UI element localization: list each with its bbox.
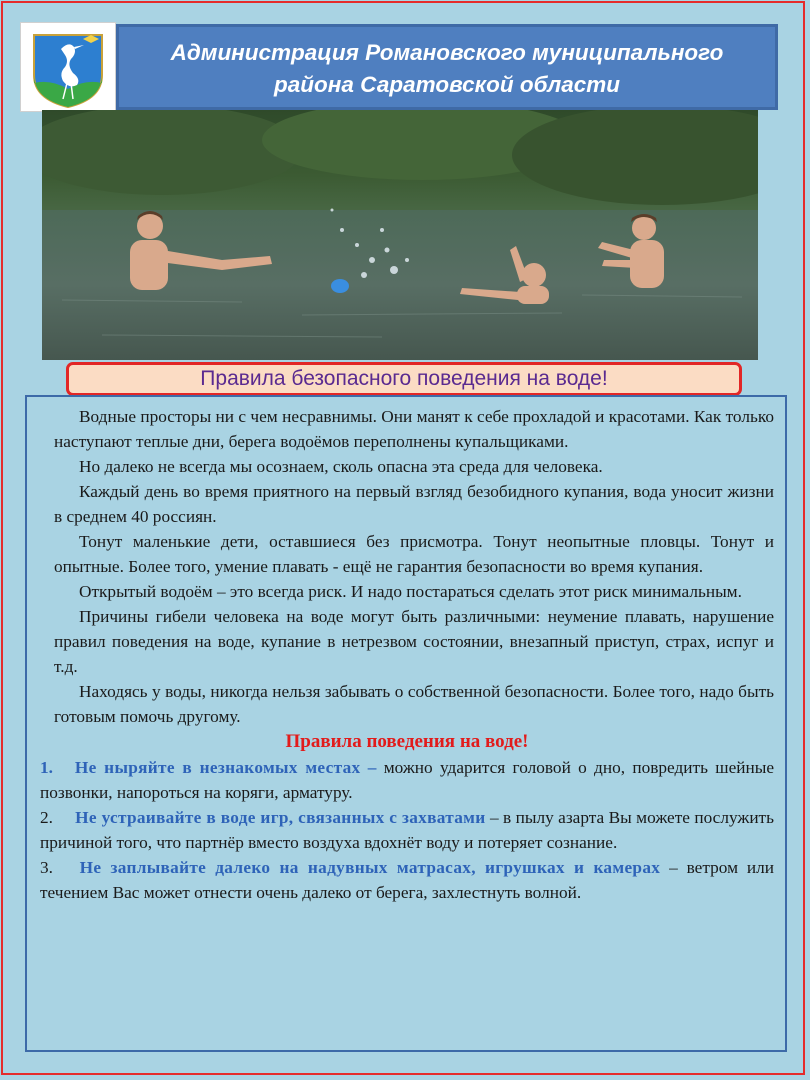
rule-item [40, 755, 774, 805]
content-text [40, 404, 774, 905]
rule-separator: – [485, 808, 504, 827]
page-title: Правила безопасного поведения на воде! [66, 362, 742, 396]
rule-heading: Не ныряйте в незнакомых местах [74, 758, 361, 777]
logo [20, 22, 116, 112]
rule-text: ветром или течением Вас может отнести очень далеко от берега, захлестнуть волной. [40, 858, 775, 902]
intro-paragraph: Но далеко не всегда мы осознаем, сколь опасна эта среда для человека. [79, 457, 603, 476]
rule-number: 1. [40, 758, 53, 777]
rules-list [40, 755, 774, 905]
photo [42, 110, 758, 360]
rule-item [40, 855, 774, 905]
intro-paragraph: Каждый день во время приятного на первый взгляд безобидного купания, вода уносит жизни в среднем 40 россиян. [54, 482, 774, 526]
rule-text: можно ударится головой о дно, повредить шейные позвонки, напороться на коряги, арматуру. [40, 758, 775, 802]
rule-separator: – [660, 858, 687, 877]
rule-heading: Не устраивайте в воде игр, связанных с захватами [75, 808, 486, 827]
header-line-2: района Саратовской области [274, 72, 620, 97]
rule-separator: – [360, 758, 384, 777]
rules-title: Правила поведения на воде! [285, 731, 529, 752]
header-title [116, 24, 778, 110]
intro-paragraph: Открытый водоём – это всегда риск. И надо постараться сделать этот риск минимальным. [79, 582, 742, 601]
header-line-1: Администрация Романовского муниципального [170, 40, 724, 65]
heron-coat-of-arms-icon [21, 23, 115, 111]
rule-item [40, 805, 774, 855]
rule-text: в пылу азарта Вы можете послужить причиной того, что партнёр вместо воздуха вдохнёт воду и потеряет сознание. [40, 808, 774, 852]
intro-section [40, 404, 774, 729]
intro-paragraph: Тонут маленькие дети, оставшиеся без присмотра. Тонут неопытные пловцы. Тонут и опытные. Более того, умение плавать - ещё не гарантия безопасности во время купания. [54, 532, 774, 576]
intro-paragraph: Причины гибели человека на воде могут быть различными: неумение плавать, нарушение правил поведения на воде, купание в нетрезвом состоянии, внезапный приступ, страх, испуг и т.д. [54, 607, 774, 676]
rule-number: 3. [40, 858, 53, 877]
children-playing-in-water-photo [42, 110, 758, 360]
rule-number: 2. [40, 808, 53, 827]
intro-paragraph: Находясь у воды, никогда нельзя забывать о собственной безопасности. Более того, надо быть готовым помочь другому. [54, 682, 774, 726]
intro-paragraph: Водные просторы ни с чем несравнимы. Они манят к себе прохладой и красотами. Как только наступают теплые дни, берега водоёмов переполнены купальщиками. [54, 407, 774, 451]
rule-heading: Не заплывайте далеко на надувных матрасах, игрушках и камерах [79, 858, 661, 877]
